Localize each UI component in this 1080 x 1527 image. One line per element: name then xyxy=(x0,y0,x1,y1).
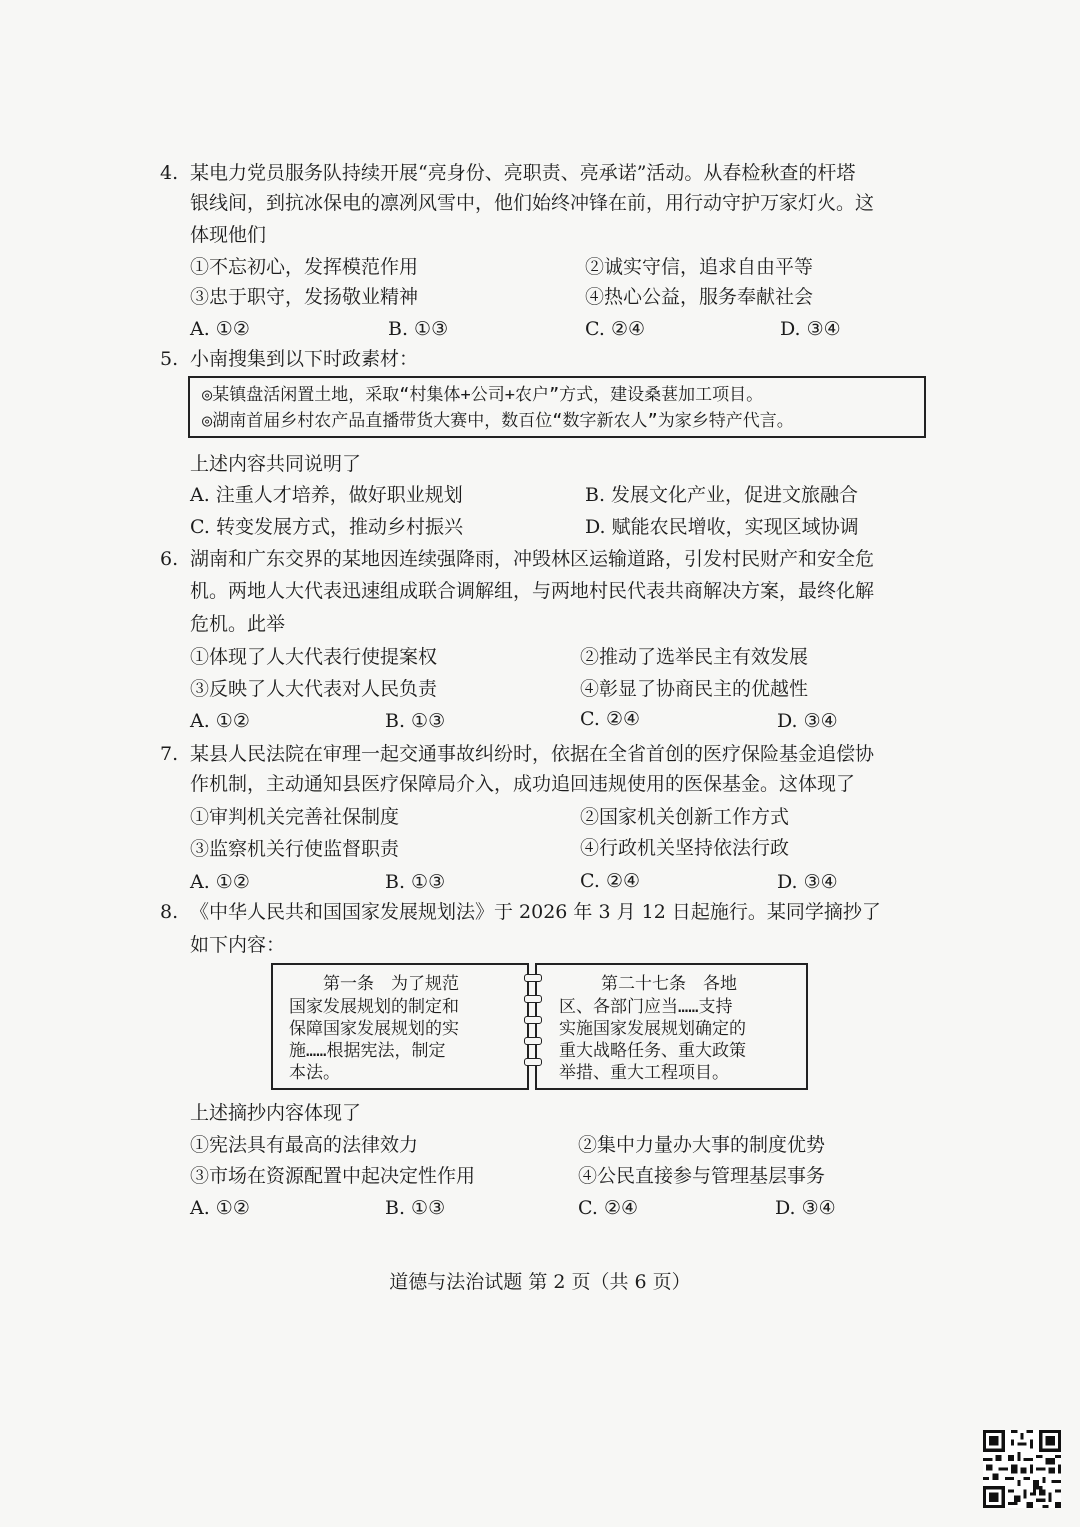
answer-choice: A. ①② xyxy=(190,1197,250,1219)
binding-ring xyxy=(524,1058,542,1066)
answer-choice: D. ③④ xyxy=(777,710,838,732)
question-number: 4. xyxy=(160,162,179,184)
answer-choice: C. ②④ xyxy=(578,1197,639,1219)
note-line: 举措、重大工程项目。 xyxy=(559,1063,729,1083)
statement-item: ①体现了人大代表行使提案权 xyxy=(190,646,438,668)
answer-choice: A. ①② xyxy=(190,318,250,340)
question-text: 机。两地人大代表迅速组成联合调解组，与两地村民代表共商解决方案，最终化解 xyxy=(190,580,875,602)
answer-choice: B. 发展文化产业，促进文旅融合 xyxy=(585,484,859,506)
statement-item: ③反映了人大代表对人民负责 xyxy=(190,678,438,700)
answer-choice: C. 转变发展方式，推动乡村振兴 xyxy=(190,516,463,538)
material-line: ◎湖南首届乡村农产品直播带货大赛中，数百位“数字新农人”为家乡特产代言。 xyxy=(202,411,794,431)
question-text: 银线间，到抗冰保电的凛冽风雪中，他们始终冲锋在前，用行动守护万家灯火。这 xyxy=(190,192,875,214)
statement-item: ①宪法具有最高的法律效力 xyxy=(190,1134,419,1156)
binding-ring xyxy=(524,1037,542,1045)
question-stem: 上述内容共同说明了 xyxy=(190,453,362,475)
statement-item: ④热心公益，服务奉献社会 xyxy=(585,286,814,308)
answer-choice: A. ①② xyxy=(190,871,250,893)
note-line: 区、各部门应当……支持 xyxy=(559,997,733,1017)
statement-item: ②诚实守信，追求自由平等 xyxy=(585,256,814,278)
question-stem: 上述摘抄内容体现了 xyxy=(190,1102,362,1124)
question-text: 体现他们 xyxy=(190,224,267,246)
page-footer: 道德与法治试题 第 2 页（共 6 页） xyxy=(389,1271,691,1293)
statement-item: ①不忘初心，发挥模范作用 xyxy=(190,256,419,278)
answer-choice: C. ②④ xyxy=(580,870,641,892)
answer-choice: D. ③④ xyxy=(780,318,841,340)
note-line: 施……根据宪法，制定 xyxy=(289,1041,446,1061)
statement-item: ②推动了选举民主有效发展 xyxy=(580,646,809,668)
answer-choice: B. ①③ xyxy=(385,710,446,732)
answer-choice: D. ③④ xyxy=(775,1197,836,1219)
statement-item: ③市场在资源配置中起决定性作用 xyxy=(190,1165,476,1187)
statement-item: ③监察机关行使监督职责 xyxy=(190,838,400,860)
binding-ring xyxy=(524,1016,542,1024)
question-text: 湖南和广东交界的某地因连续强降雨，冲毁林区运输道路，引发村民财产和安全危 xyxy=(190,548,875,570)
question-text: 危机。此举 xyxy=(190,613,286,635)
answer-choice: C. ②④ xyxy=(580,708,641,730)
question-text: 作机制，主动通知县医疗保障局介入，成功追回违规使用的医保基金。这体现了 xyxy=(190,773,856,795)
question-text: 《中华人民共和国国家发展规划法》于 2026 年 3 月 12 日起施行。某同学摘抄了 xyxy=(190,901,881,923)
note-line: 本法。 xyxy=(289,1063,340,1083)
note-right xyxy=(535,963,808,1090)
statement-item: ④公民直接参与管理基层事务 xyxy=(578,1165,826,1187)
statement-item: ④彰显了协商民主的优越性 xyxy=(580,678,809,700)
note-left xyxy=(271,963,529,1090)
question-text: 小南搜集到以下时政素材： xyxy=(190,348,419,370)
binding-ring xyxy=(524,974,542,982)
note-line: 第二十七条 各地 xyxy=(601,974,737,994)
question-number: 8. xyxy=(160,901,179,923)
question-number: 7. xyxy=(160,743,179,765)
question-text: 某县人民法院在审理一起交通事故纠纷时，依据在全省首创的医疗保险基金追偿协 xyxy=(190,743,875,765)
statement-item: ②国家机关创新工作方式 xyxy=(580,806,790,828)
note-line: 重大战略任务、重大政策 xyxy=(559,1041,746,1061)
question-number: 6. xyxy=(160,548,179,570)
question-text: 如下内容： xyxy=(190,934,286,956)
answer-choice: A. 注重人才培养，做好职业规划 xyxy=(190,484,463,506)
statement-item: ②集中力量办大事的制度优势 xyxy=(578,1134,826,1156)
answer-choice: D. 赋能农民增收，实现区域协调 xyxy=(585,516,859,538)
question-number: 5. xyxy=(160,348,179,370)
answer-choice: D. ③④ xyxy=(777,871,838,893)
note-line: 保障国家发展规划的实 xyxy=(289,1019,459,1039)
answer-choice: A. ①② xyxy=(190,710,250,732)
answer-choice: B. ①③ xyxy=(388,318,449,340)
material-line: ◎某镇盘活闲置土地，采取“村集体+公司+农户”方式，建设桑葚加工项目。 xyxy=(202,385,764,405)
statement-item: ④行政机关坚持依法行政 xyxy=(580,837,790,859)
statement-item: ③忠于职守，发扬敬业精神 xyxy=(190,286,419,308)
question-text: 某电力党员服务队持续开展“亮身份、亮职责、亮承诺”活动。从春检秋查的杆塔 xyxy=(190,162,856,184)
note-line: 实施国家发展规划确定的 xyxy=(559,1019,746,1039)
answer-choice: C. ②④ xyxy=(585,318,646,340)
material-box xyxy=(188,376,926,438)
note-line: 国家发展规划的制定和 xyxy=(289,997,459,1017)
statement-item: ①审判机关完善社保制度 xyxy=(190,806,400,828)
note-line: 第一条 为了规范 xyxy=(323,974,459,994)
binding-ring xyxy=(524,995,542,1003)
answer-choice: B. ①③ xyxy=(385,1197,446,1219)
qr-code-icon xyxy=(983,1430,1061,1508)
answer-choice: B. ①③ xyxy=(385,871,446,893)
